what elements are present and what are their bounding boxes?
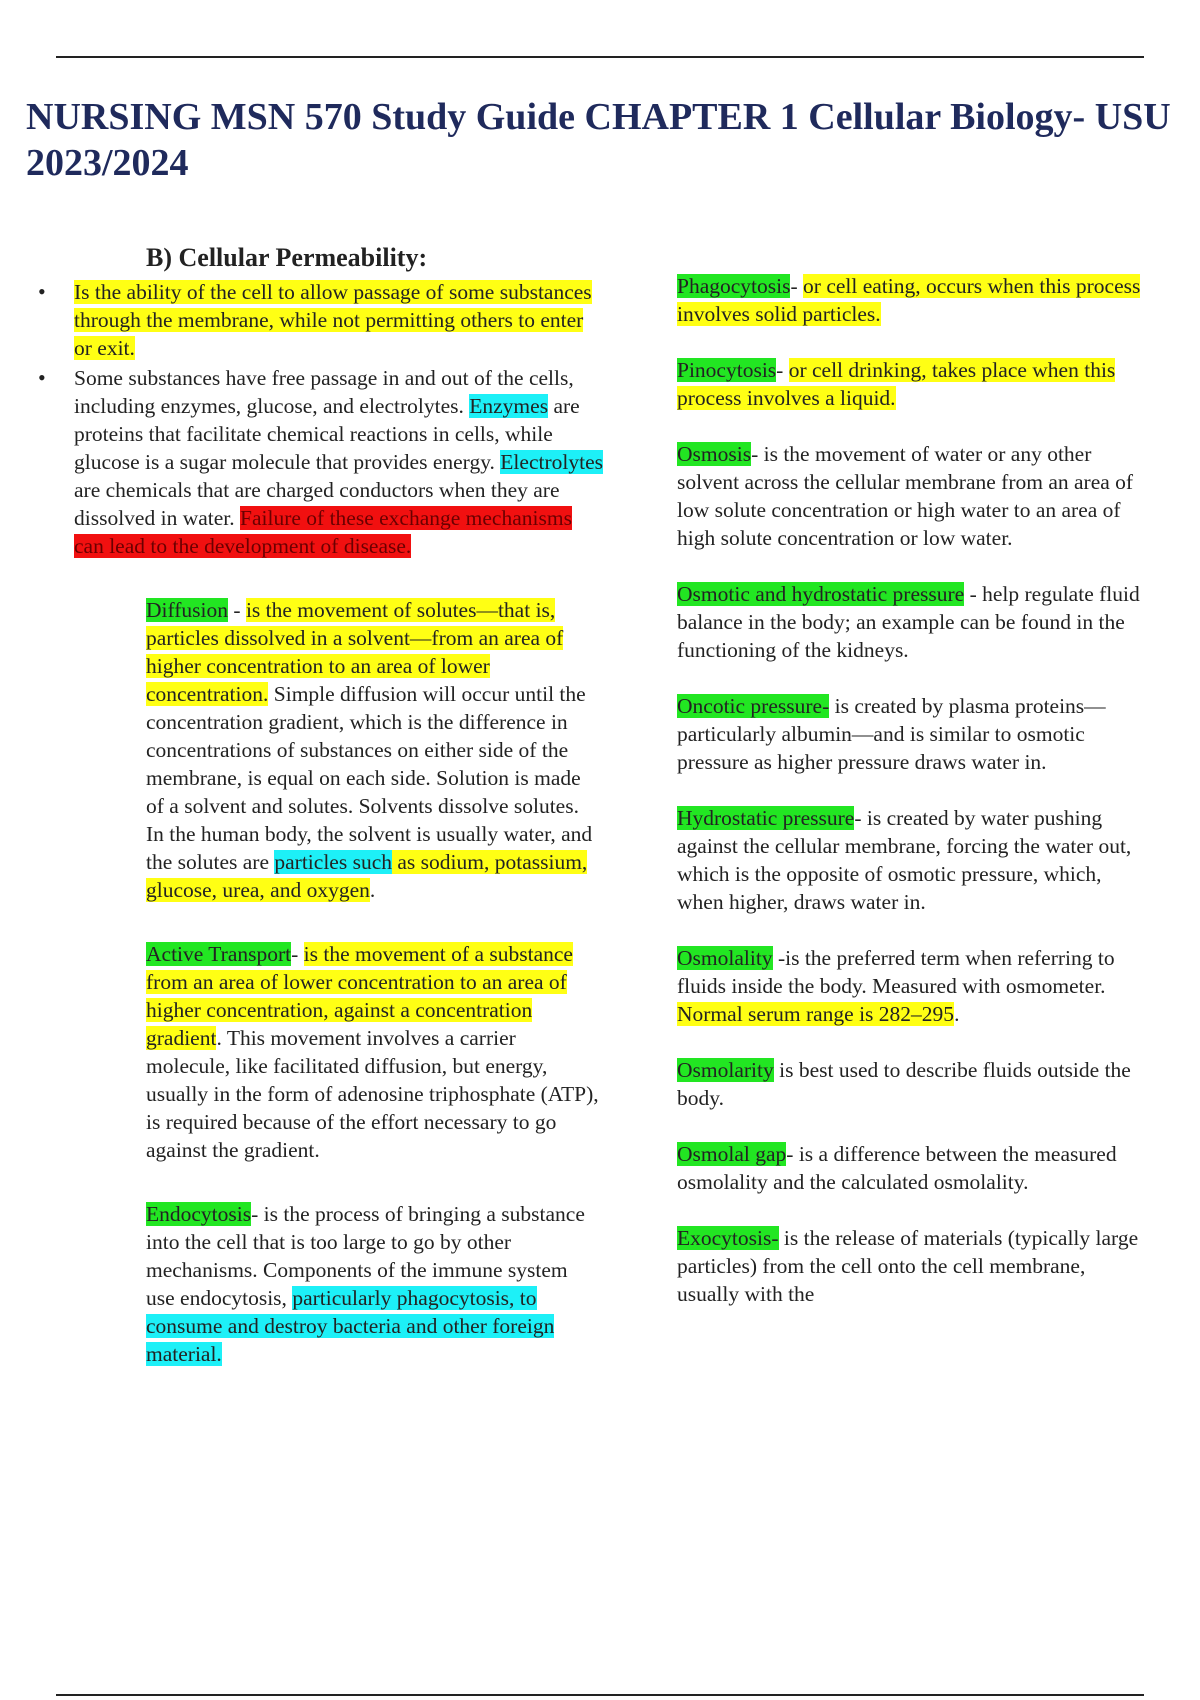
term-separator: -	[790, 274, 804, 298]
enzymes-term: Enzymes	[469, 394, 549, 418]
particles-highlight: particles such	[274, 850, 392, 874]
phagocytosis-definition: or cell eating, occurs when this process involves solid particles.	[677, 274, 1141, 326]
osmolarity-term: Osmolarity	[677, 1058, 774, 1082]
diffusion-term: Diffusion	[146, 598, 229, 622]
hydrostatic-entry	[677, 804, 1147, 916]
phagocytosis-entry	[677, 272, 1147, 328]
enzymes-text: are proteins that facilitate chemical reactions in cells, while glucose is a sugar molecule that provides energy.	[74, 394, 580, 474]
endocytosis-term: Endocytosis	[146, 1202, 252, 1226]
pinocytosis-term: Pinocytosis	[677, 358, 777, 382]
oncotic-body: is created by plasma proteins—particularly albumin—and is similar to osmotic pressure as higher pressure draws water in.	[677, 694, 1106, 774]
term-separator: -	[776, 358, 789, 382]
osmotic-hydrostatic-entry	[677, 580, 1147, 664]
electrolytes-text: are chemicals that are charged conductors when they are dissolved in water.	[74, 478, 560, 530]
diffusion-entry	[146, 596, 601, 904]
solute-examples: as sodium, potassium, glucose, urea, and oxygen	[146, 850, 588, 902]
active-transport-definition: is the movement of a substance from an area of lower concentration to an area of higher concentration, against a concentration gradient	[146, 942, 573, 1050]
bullet-item-ability	[36, 278, 606, 362]
active-transport-body: . This movement involves a carrier molecule, like facilitated diffusion, but energy, usually in the form of adenosine triphosphate (ATP), is required because of the effort necessary to go against the gradient.	[146, 1026, 599, 1162]
bottom-rule	[56, 1694, 1144, 1696]
phagocytosis-highlight: particularly phagocytosis, to consume and destroy bacteria and other foreign material.	[146, 1286, 555, 1366]
left-column	[36, 242, 606, 1368]
free-passage-text: Some substances have free passage in and out of the cells, including enzymes, glucose, and electrolytes.	[74, 366, 574, 418]
active-transport-term: Active Transport	[146, 942, 292, 966]
osmolal-gap-entry	[677, 1140, 1147, 1196]
osmolarity-body: is best used to describe fluids outside the body.	[677, 1058, 1131, 1110]
osmolal-gap-term: Osmolal gap	[677, 1142, 787, 1166]
section-heading: B) Cellular Permeability:	[146, 243, 428, 272]
period: .	[954, 1002, 960, 1026]
failure-warning: Failure of these exchange mechanisms can lead to the development of disease.	[74, 506, 572, 558]
electrolytes-term: Electrolytes	[500, 450, 603, 474]
term-separator: -	[291, 942, 304, 966]
osmolality-entry	[677, 944, 1147, 1028]
exocytosis-entry	[677, 1224, 1147, 1308]
pinocytosis-definition: or cell drinking, takes place when this process involves a liquid.	[677, 358, 1116, 410]
osmolality-term: Osmolality	[677, 946, 773, 970]
endocytosis-entry	[146, 1200, 601, 1368]
osmolarity-entry	[677, 1056, 1147, 1112]
hydrostatic-body: - is created by water pushing against the cellular membrane, forcing the water out, which is the opposite of osmotic pressure, which, when higher, draws water in.	[677, 806, 1132, 914]
pinocytosis-entry	[677, 356, 1147, 412]
exocytosis-body: is the release of materials (typically large particles) from the cell onto the cell membrane, usually with the	[677, 1226, 1139, 1306]
document-title: NURSING MSN 570 Study Guide CHAPTER 1 Cellular Biology- USU 2023/2024	[26, 96, 1171, 184]
bullet-icon: •	[38, 365, 46, 390]
osmolality-body: -is the preferred term when referring to fluids inside the body. Measured with osmometer.	[677, 946, 1115, 998]
phagocytosis-term: Phagocytosis	[677, 274, 791, 298]
serum-range: Normal serum range is 282–295	[677, 1002, 955, 1026]
exocytosis-term: Exocytosis-	[677, 1226, 779, 1250]
endocytosis-body: - is the process of bringing a substance into the cell that is too large to go by other mechanisms. Components of the immune system use endocytosis,	[146, 1202, 585, 1310]
term-separator: -	[228, 598, 246, 622]
permeability-definition: Is the ability of the cell to allow passage of some substances through the membrane, while not permitting others to enter or exit.	[74, 280, 592, 360]
period: .	[369, 878, 376, 902]
osmosis-entry	[677, 440, 1147, 552]
osmosis-body: - is the movement of water or any other solvent across the cellular membrane from an area of low solute concentration or high water to an area of high solute concentration or low water.	[677, 442, 1134, 550]
diffusion-body: Simple diffusion will occur until the concentration gradient, which is the difference in concentrations of substances on either side of the membrane, is equal on each side. Solution is made of a solvent and solutes. Solvents dissolve solutes. In the human body, the solvent is usually water, and the solutes are	[146, 682, 593, 874]
osmosis-term: Osmosis	[677, 442, 752, 466]
diffusion-definition: is the movement of solutes—that is, particles dissolved in a solvent—from an area of higher concentration to an area of lower concentration.	[146, 598, 564, 706]
permeability-bullets	[36, 278, 606, 560]
right-column	[677, 272, 1147, 1336]
oncotic-entry	[677, 692, 1147, 776]
osmolal-gap-body: - is a difference between the measured osmolality and the calculated osmolality.	[677, 1142, 1117, 1194]
osmotic-hydrostatic-body: - help regulate fluid balance in the body; an example can be found in the functioning of the kidneys.	[677, 582, 1140, 662]
bullet-item-free-passage	[36, 364, 606, 560]
hydrostatic-term: Hydrostatic pressure	[677, 806, 855, 830]
oncotic-term: Oncotic pressure-	[677, 694, 830, 718]
active-transport-entry	[146, 940, 601, 1164]
bullet-icon: •	[38, 279, 46, 304]
top-rule	[56, 56, 1144, 58]
osmotic-hydrostatic-term: Osmotic and hydrostatic pressure	[677, 582, 965, 606]
